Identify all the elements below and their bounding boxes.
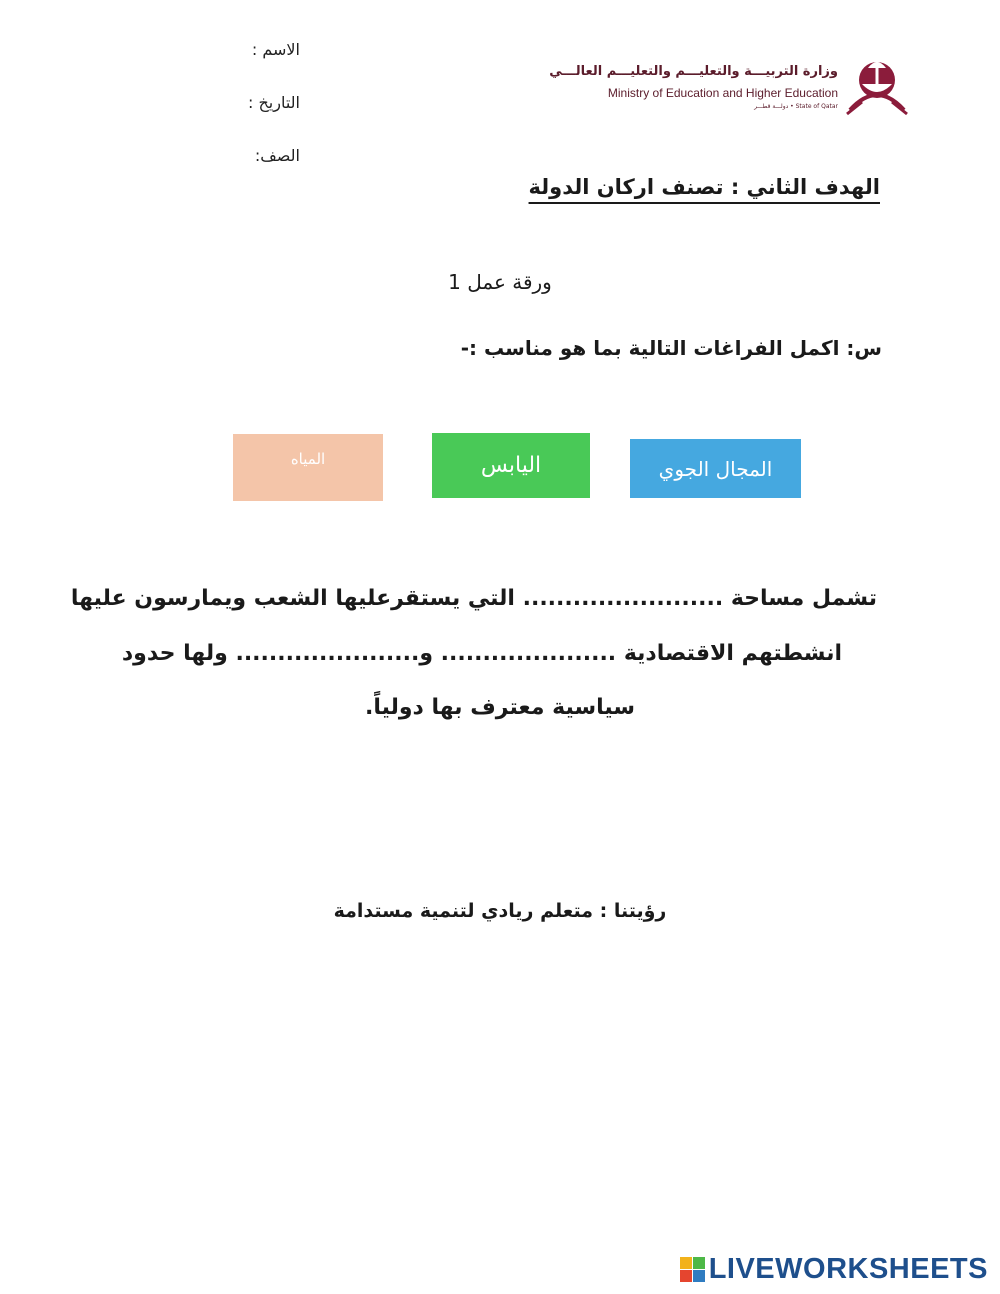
qatar-emblem-icon xyxy=(842,50,912,118)
date-label: التاريخ : xyxy=(247,93,300,112)
logo-subline: State of Qatar • دولـــة قطـــر xyxy=(754,103,838,110)
paragraph-line-2: انشطتهم الاقتصادية ..................... و...................... ولها حدود xyxy=(121,641,842,666)
option-water-label: المياه xyxy=(290,450,326,468)
worksheet-label: ورقة عمل 1 xyxy=(448,270,552,294)
option-air-label: المجال الجوي xyxy=(658,456,773,481)
class-label: الصف: xyxy=(254,146,300,165)
liveworksheets-brand[interactable] xyxy=(680,1253,988,1286)
goal-title: الهدف الثاني : تصنف اركان الدولة xyxy=(528,175,880,199)
paragraph-line-1: تشمل مساحة ........................ التي يستقرعليها الشعب ويمارسون عليها xyxy=(70,586,877,611)
name-label: الاسم : xyxy=(251,40,300,59)
liveworksheets-logo-icon xyxy=(680,1257,705,1282)
vision-statement: رؤيتنا : متعلم ريادي لتنمية مستدامة xyxy=(333,900,667,922)
option-air-tile[interactable] xyxy=(630,439,801,498)
option-land-label: اليابس xyxy=(480,453,542,478)
question-text: س: اكمل الفراغات التالية بما هو مناسب :- xyxy=(460,336,882,360)
logo-english-text: Ministry of Education and Higher Education xyxy=(607,86,838,100)
ministry-logo xyxy=(549,50,912,120)
option-land-tile[interactable] xyxy=(432,433,590,498)
option-water-tile[interactable] xyxy=(233,434,383,501)
liveworksheets-wordmark: LIVEWORKSHEETS xyxy=(708,1253,988,1285)
logo-arabic-text: وزارة التربيـــة والتعليـــم والتعليـــم العالـــي xyxy=(549,64,838,79)
paragraph-line-3: سياسية معترف بها دولياً. xyxy=(365,695,635,720)
